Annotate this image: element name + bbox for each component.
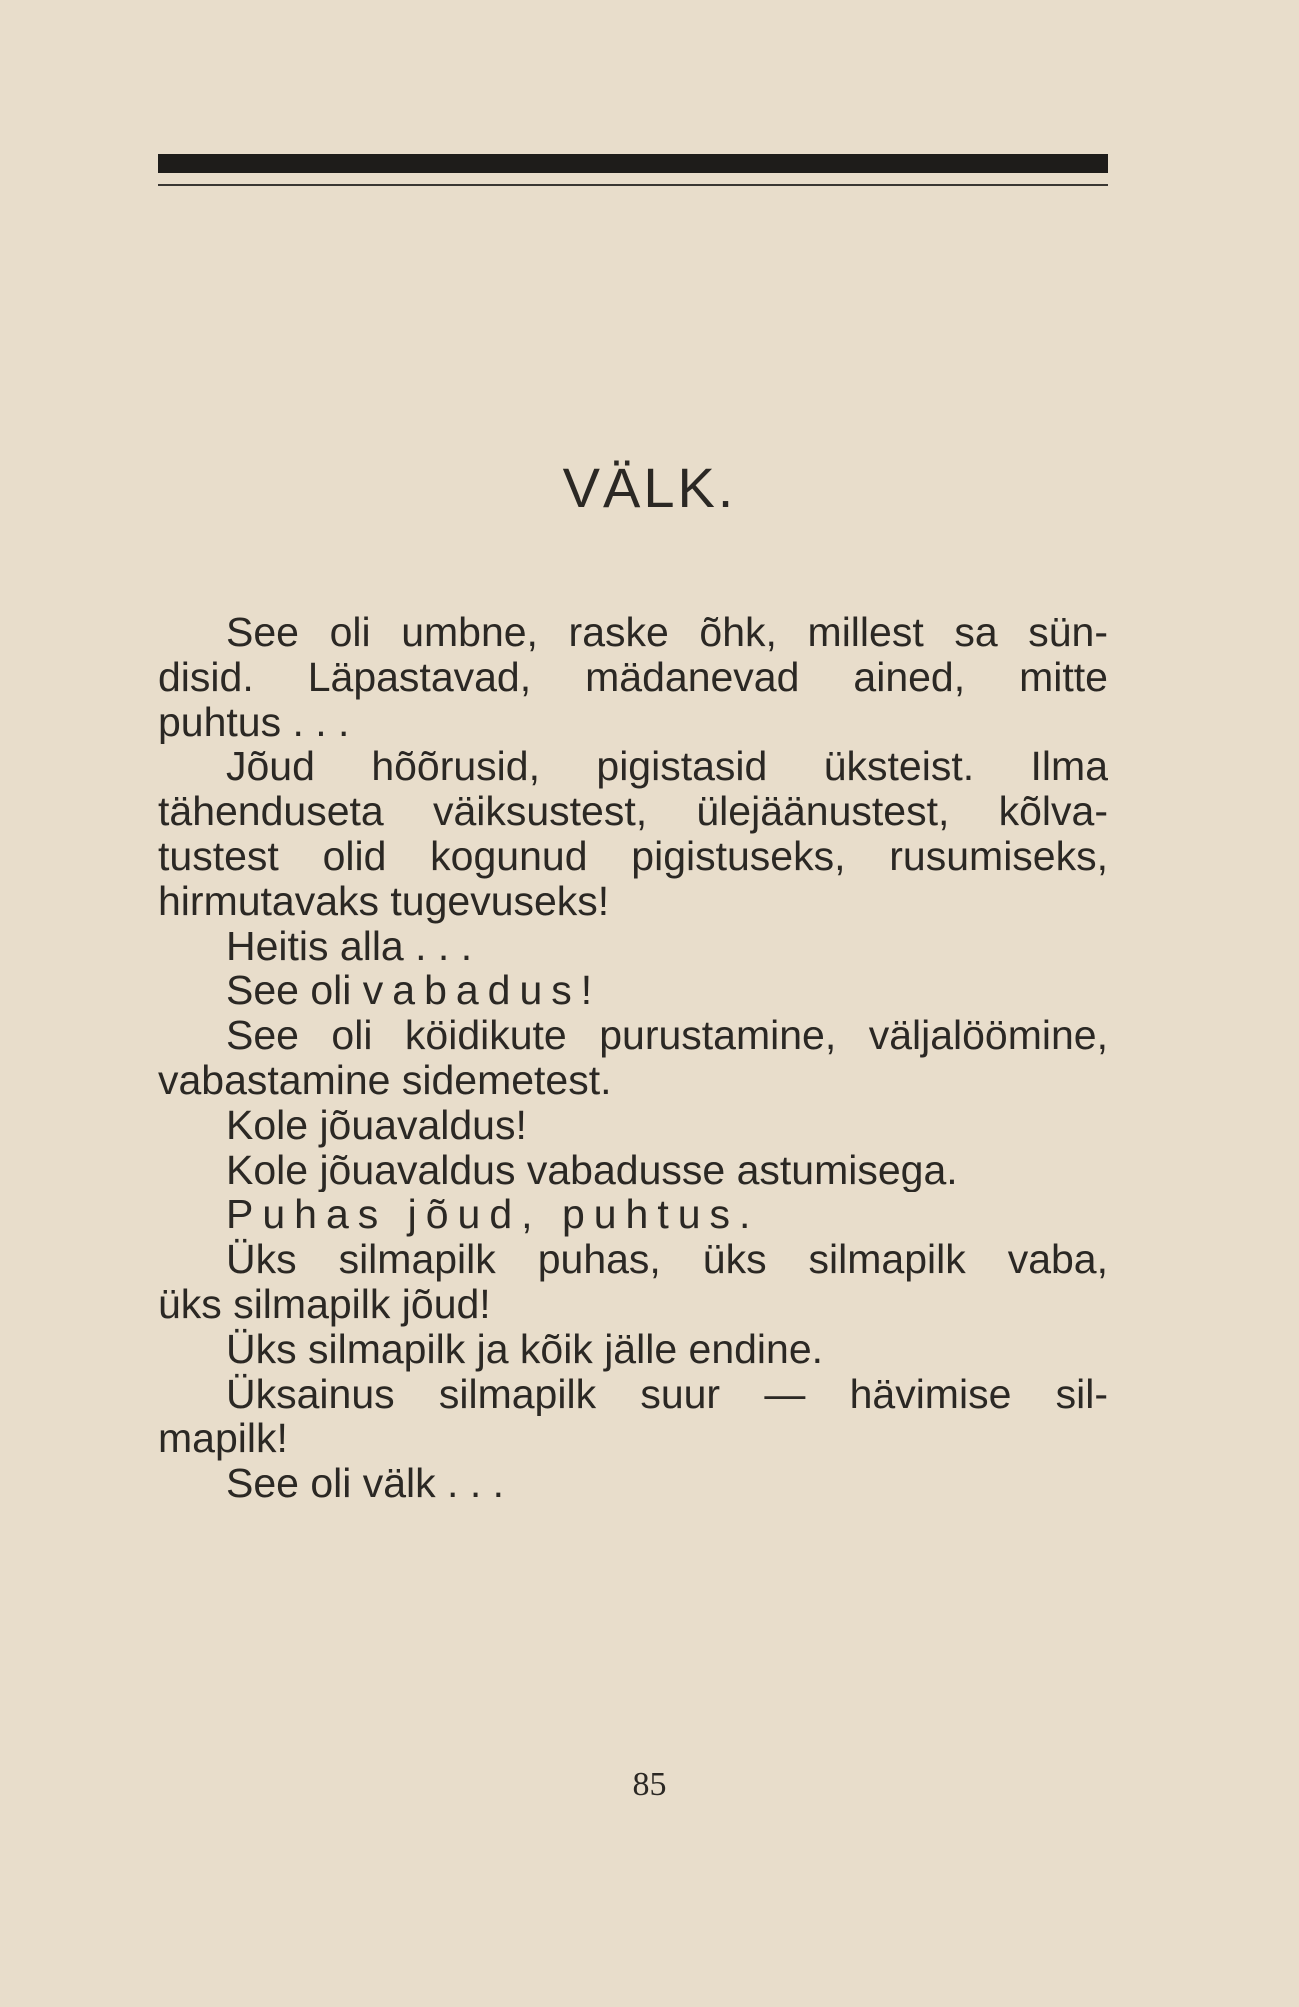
text-line: Üks silmapilk ja kõik jälle endine.: [226, 1326, 824, 1372]
text-line: puhtus . . .: [158, 699, 350, 745]
text-line-vabadus: See oli vabadus!: [226, 968, 602, 1014]
body-text: [158, 610, 1108, 1506]
text-line-puhas: Puhas jõud, puhtus.: [226, 1192, 760, 1238]
text-line: mapilk!: [158, 1416, 288, 1462]
header-rule-thick: [158, 154, 1108, 173]
text-line: üks silmapilk jõud!: [158, 1281, 491, 1327]
text-line: Jõud hõõrusid, pigistasid üksteist. Ilma: [226, 744, 1108, 790]
text-line: tustest olid kogunud pigistuseks, rusumiseks,: [158, 833, 1108, 879]
text-line: Kole jõuavaldus!: [226, 1102, 527, 1148]
emphasis-vabadus: vabadus!: [362, 968, 602, 1014]
chapter-title: VÄLK.: [562, 456, 737, 519]
text-line: Üks silmapilk puhas, üks silmapilk vaba,: [226, 1237, 1108, 1282]
text-line: vabastamine sidemetest.: [158, 1057, 612, 1103]
page-number: 85: [632, 1766, 667, 1803]
text-line: Kole jõuavaldus vabadusse astumisega.: [226, 1147, 958, 1193]
text-line: See oli köidikute purustamine, väljalöömine,: [226, 1013, 1108, 1058]
header-rule-thin: [158, 184, 1108, 186]
text-line: Üksainus silmapilk suur — hävimise sil-: [226, 1371, 1108, 1417]
text-line: tähenduseta väiksustest, ülejäänustest, kõlva-: [158, 789, 1108, 834]
text-line: See oli umbne, raske õhk, millest sa sün-: [226, 610, 1108, 655]
text-line: hirmutavaks tugevuseks!: [158, 878, 610, 924]
text-line: Heitis alla . . .: [226, 923, 473, 969]
text-line: See oli välk . . .: [226, 1461, 505, 1506]
text-line: disid. Läpastavad, mädanevad ained, mitte: [158, 654, 1108, 700]
